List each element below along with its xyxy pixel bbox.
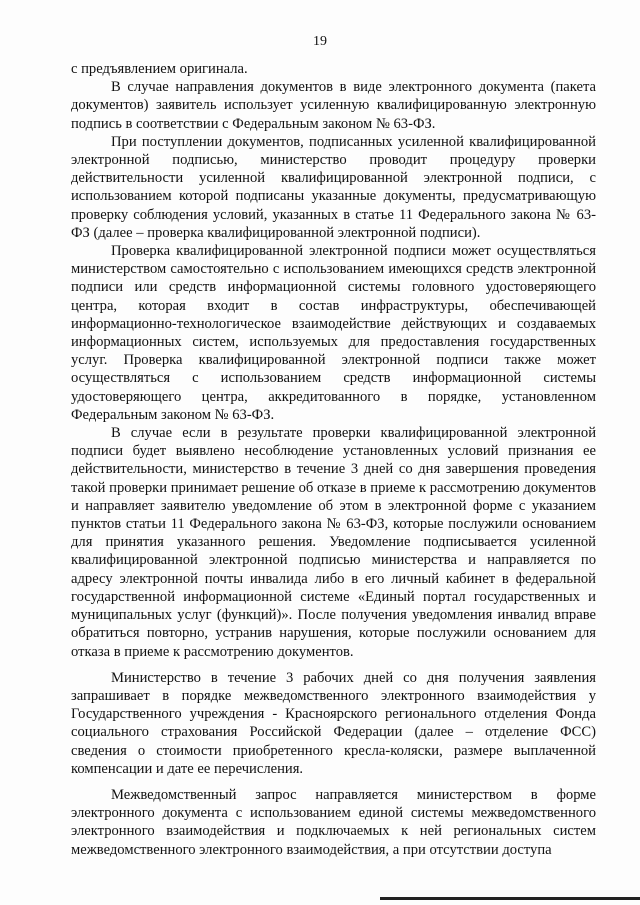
paragraph-interagency-request: Министерство в течение 3 рабочих дней со дня получения заявления запрашивает в порядке межведомственного электронного взаимодействия у Государственного учреждения - Красноярского регионального отделения Фонда социального страхования Российской Федерации (далее – отделение ФСС) сведения о стоимости приобретенного кресла-коляски, размере выплаченной компенсации и дате ее перечисления. xyxy=(71,669,596,777)
paragraph-verification-means: Проверка квалифицированной электронной подписи может осуществляться министерством самостоятельно с использованием имеющихся средств электронной подписи или средств информационной системы головного удостоверяющего центра, которая входит в состав инфраструктуры, обеспечивающей информационно-технологическое взаимодействие действующих и создаваемых информационных систем, используемых для предоставления государственных услуг. Проверка квалифицированной электронной подписи также может осуществляться с использованием средств информационной системы удостоверяющего центра, аккредитованного в порядке, установленном Федеральным законом № 63-ФЗ. xyxy=(71,243,596,423)
scan-edge-line xyxy=(380,897,640,900)
paragraph-electronic-submission: В случае направления документов в виде электронного документа (пакета документов) заявитель использует усиленную квалифицированную электронную подпись в соответствии с Федеральным законом № 63-ФЗ. xyxy=(71,79,596,132)
paragraph-signature-verification: При поступлении документов, подписанных усиленной квалифицированной электронной подписью, министерство проводит процедуру проверки действительности усиленной квалифицированной электронной подписи, с использованием которой подписаны указанные документы, предусматривающую проверку соблюдения условий, указанных в статье 11 Федерального закона № 63-ФЗ (далее – проверка квалифицированной электронной подписи). xyxy=(71,133,596,241)
paragraph-verification-failure: В случае если в результате проверки квалифицированной электронной подписи будет выявлено несоблюдение установленных условий признания ее действительности, министерство в течение 3 дней со дня завершения проведения такой проверки принимает решение об отказе в приеме к рассмотрению документов и направляет заявителю уведомление об этом в электронной форме с указанием пунктов статьи 11 Федерального закона № 63-ФЗ, которые послужили основанием для принятия указанного решения. Уведомление подписывается усиленной квалифицированной электронной подписью министерства и направляется по адресу электронной почты инвалида либо в его личный кабинет в федеральной государственной информационной системе «Единый портал государственных и муниципальных услуг (функций)». После получения уведомления инвалид вправе обратиться повторно, устранив нарушения, которые послужили основанием для отказа в приеме к рассмотрению документов. xyxy=(71,425,596,660)
paragraph-continuation: с предъявлением оригинала. xyxy=(71,61,248,77)
page-number: 19 xyxy=(313,34,327,49)
paragraph-request-format: Межведомственный запрос направляется министерством в форме электронного документа с использованием единой системы межведомственного электронного взаимодействия и подключаемых к ней региональных систем межведомственного электронного взаимодействия, а при отсутствии доступа xyxy=(71,786,596,858)
document-body xyxy=(71,60,596,859)
